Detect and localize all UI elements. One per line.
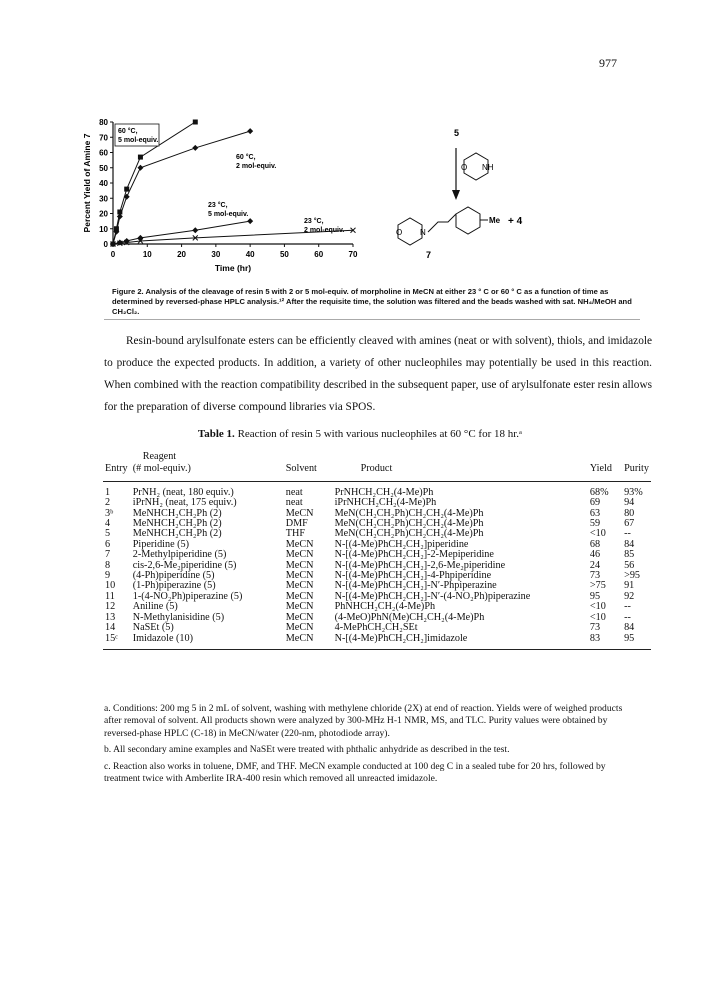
cell-purity: 92 bbox=[624, 590, 635, 602]
cell-yield: 63 bbox=[589, 507, 601, 519]
cell-solvent: MeCN bbox=[285, 601, 314, 613]
cell-purity: 84 bbox=[624, 622, 635, 634]
cell-yield: <10 bbox=[589, 601, 606, 613]
cell-entry: 15ᶜ bbox=[103, 634, 131, 650]
cell-reagent: cis-2,6-Me₂piperidine (5) bbox=[132, 559, 237, 571]
header-yield: Yield bbox=[588, 464, 622, 481]
data-point bbox=[193, 120, 198, 125]
cell-reagent: NaSEt (5) bbox=[132, 622, 174, 634]
cell-entry: 4 bbox=[105, 518, 111, 530]
cell-reagent: Imidazole (10) bbox=[131, 634, 284, 650]
cell-reagent: MeNHCH₂CH₂Ph (2) bbox=[132, 507, 222, 519]
cell-yield: >75 bbox=[589, 580, 606, 592]
table-title bbox=[0, 428, 720, 440]
cell-product: PrNHCH₂CH₂(4-Me)Ph bbox=[334, 486, 434, 498]
header-entry: Entry bbox=[103, 464, 131, 481]
arrow-head-icon bbox=[452, 190, 460, 200]
cell-yield: 73 bbox=[589, 570, 601, 582]
table-notes bbox=[104, 703, 624, 789]
table-label: Table 1. bbox=[197, 428, 235, 440]
cell-product: N-[(4-Me)PhCH₂CH₂]imidazole bbox=[333, 634, 588, 650]
table-title-text: Reaction of resin 5 with various nucleophiles at 60 °C for 18 hr.ᵃ bbox=[237, 428, 523, 440]
methyl-label: Me bbox=[489, 216, 501, 225]
cell-product: PhNHCH₂CH₂(4-Me)Ph bbox=[334, 601, 436, 613]
data-point bbox=[247, 128, 253, 134]
product-label: 7 bbox=[426, 250, 432, 260]
series-label: 2 mol-equiv. bbox=[304, 227, 345, 234]
cell-product: (4-MeO)PhN(Me)CH₂CH₂(4-Me)Ph bbox=[334, 611, 485, 623]
x-tick-label: 50 bbox=[279, 250, 289, 259]
cell-yield: <10 bbox=[589, 611, 606, 623]
cell-reagent: Piperidine (5) bbox=[132, 538, 190, 550]
cell-entry: 9 bbox=[105, 570, 111, 582]
cell-purity: >95 bbox=[624, 570, 641, 582]
cell-reagent: iPrNH₂ (neat, 175 equiv.) bbox=[132, 497, 237, 509]
ethyl-linker-icon bbox=[428, 214, 456, 232]
cell-entry: 14 bbox=[105, 622, 116, 634]
cell-yield: 73 bbox=[589, 622, 601, 634]
cell-yield: 68% bbox=[589, 486, 609, 498]
cell-product: N-[(4-Me)PhCH₂CH₂]-4-Phpiperidine bbox=[334, 570, 492, 582]
cell-entry: 8 bbox=[105, 559, 111, 571]
cell-entry: 13 bbox=[105, 611, 116, 623]
table-row bbox=[103, 623, 651, 633]
cell-purity: -- bbox=[624, 601, 631, 613]
cell-reagent: (4-Ph)piperidine (5) bbox=[132, 570, 215, 582]
caption-label: Figure 2. bbox=[112, 287, 144, 296]
y-tick-label: 0 bbox=[103, 240, 108, 249]
ring-nh-label: NH bbox=[482, 163, 494, 172]
y-tick-label: 70 bbox=[99, 133, 108, 143]
series-label: 2 mol-equiv. bbox=[236, 163, 277, 170]
cell-purity: -- bbox=[624, 528, 631, 540]
body-paragraph: Resin-bound arylsulfonate esters can be efficiently cleaved with amines (neat or with solvent), thiols, and imidazole to produce the expected products. In addition, a variety of other nucleophiles may potentially be used in this reaction. When combined with the reaction compatibility described in the subsequent paper, use of arylsulfonate ester resin allows for the preparation of diverse compound libraries via SPOS. bbox=[104, 335, 652, 413]
cell-yield: 24 bbox=[589, 559, 601, 571]
series-line bbox=[113, 221, 250, 244]
results-table bbox=[103, 452, 651, 650]
cell-purity: 56 bbox=[624, 559, 635, 571]
x-tick-label: 0 bbox=[110, 250, 116, 259]
y-tick-label: 10 bbox=[99, 224, 108, 234]
y-tick-label: 60 bbox=[99, 148, 108, 158]
header-product: Product bbox=[333, 464, 588, 481]
product-o-label: O bbox=[396, 228, 403, 237]
series-label: 5 mol-equiv. bbox=[118, 137, 159, 144]
cell-solvent: MeCN bbox=[285, 590, 314, 602]
cell-purity: 93% bbox=[624, 486, 643, 498]
cell-yield: 95 bbox=[589, 590, 601, 602]
cell-yield: 46 bbox=[589, 549, 601, 561]
cell-product: iPrNHCH₂CH₂(4-Me)Ph bbox=[334, 497, 437, 509]
x-tick-label: 60 bbox=[314, 250, 324, 259]
product-n-label: N bbox=[420, 228, 426, 237]
reaction-scheme bbox=[396, 118, 560, 268]
cell-reagent: (1-Ph)piperazine (5) bbox=[132, 580, 216, 592]
cell-solvent: MeCN bbox=[285, 559, 314, 571]
cell-product: N-[(4-Me)PhCH₂CH₂]-2,6-Me₂piperidine bbox=[334, 559, 506, 571]
cell-yield: <10 bbox=[589, 528, 606, 540]
cell-entry: 11 bbox=[105, 590, 115, 602]
scheme-svg bbox=[396, 118, 560, 268]
cell-purity: 95 bbox=[622, 634, 651, 650]
cell-entry: 1 bbox=[105, 486, 111, 498]
cell-product: MeN(CH₂CH₂Ph)CH₂CH₂(4-Me)Ph bbox=[334, 507, 484, 519]
cell-purity: 91 bbox=[624, 580, 635, 592]
x-axis-label: Time (hr) bbox=[214, 263, 252, 273]
cell-reagent: MeNHCH₂CH₂Ph (2) bbox=[132, 518, 222, 530]
cell-solvent: MeCN bbox=[285, 611, 314, 623]
cell-solvent: MeCN bbox=[285, 570, 314, 582]
cell-solvent: MeCN bbox=[285, 507, 314, 519]
y-tick-label: 20 bbox=[99, 209, 108, 219]
cell-reagent: N-Methylanisidine (5) bbox=[132, 611, 225, 623]
series-label: 23 °C, bbox=[304, 218, 324, 225]
tolyl-ring-icon bbox=[456, 207, 480, 234]
table-body bbox=[103, 481, 651, 649]
header-solvent: Solvent bbox=[284, 464, 333, 481]
page-number: 977 bbox=[599, 56, 617, 70]
cell-purity: 94 bbox=[624, 497, 635, 509]
cell-product: N-[(4-Me)PhCH₂CH₂]piperidine bbox=[334, 538, 469, 550]
cell-entry: 2 bbox=[105, 497, 111, 509]
x-tick-label: 40 bbox=[245, 250, 255, 259]
cell-entry: 5 bbox=[105, 528, 111, 540]
y-tick-label: 40 bbox=[99, 179, 108, 188]
cell-yield: 83 bbox=[588, 634, 622, 650]
figure-caption bbox=[112, 287, 632, 317]
note-c: c. Reaction also works in toluene, DMF, and THF. MeCN example conducted at 100 deg C in a sealed tube for 20 hrs, followed by treatment twice with Amberlite IRA-400 resin which removed all unreacted imidazole. bbox=[104, 760, 606, 785]
series-line bbox=[113, 131, 250, 244]
cell-entry: 7 bbox=[105, 549, 111, 561]
cell-reagent: 1-(4-NO₂Ph)piperazine (5) bbox=[132, 590, 243, 602]
cell-solvent: THF bbox=[285, 528, 305, 540]
cell-product: N-[(4-Me)PhCH₂CH₂]-N′-(4-NO₂Ph)piperazine bbox=[334, 590, 531, 602]
figure-chart bbox=[78, 112, 378, 282]
series-label: 60 °C, bbox=[236, 154, 256, 161]
table-row bbox=[103, 481, 651, 498]
cell-reagent: PrNH₂ (neat, 180 equiv.) bbox=[132, 486, 234, 498]
cell-product: N-[(4-Me)PhCH₂CH₂]-2-Mepiperidine bbox=[334, 549, 494, 561]
chart-svg bbox=[78, 112, 378, 282]
cell-product: MeN(CH₂CH₂Ph)CH₂CH₂(4-Me)Ph bbox=[334, 518, 484, 530]
cell-solvent: MeCN bbox=[285, 580, 314, 592]
header-reagent: (# mol-equiv.) bbox=[131, 464, 284, 481]
cell-solvent: neat bbox=[285, 486, 303, 498]
ring-o-label: O bbox=[461, 163, 468, 172]
cell-entry: 6 bbox=[105, 538, 111, 550]
x-tick-label: 10 bbox=[142, 250, 152, 259]
y-tick-label: 50 bbox=[99, 163, 108, 173]
cell-entry: 12 bbox=[105, 601, 116, 613]
header-reagent-top: Reagent bbox=[142, 451, 177, 462]
table-row bbox=[103, 634, 651, 650]
x-tick-label: 20 bbox=[177, 250, 187, 259]
divider bbox=[104, 319, 640, 320]
cell-purity: 84 bbox=[624, 538, 635, 550]
series-label: 5 mol-equiv. bbox=[208, 211, 249, 218]
data-point bbox=[137, 235, 143, 241]
series-label: 60 °C, bbox=[118, 128, 138, 135]
table-header-row bbox=[103, 464, 651, 481]
cell-purity: -- bbox=[624, 611, 631, 623]
caption-text: Analysis of the cleavage of resin 5 with 2 or 5 mol-equiv. of morpholine in MeCN at either 23 ° C or 60 ° C as a function of time as determined by reversed-phase HPLC analysis.¹² After the requisite time, the solution was filtered and the beads washed with sat. NH₄/MeOH and CH₂Cl₂. bbox=[112, 287, 632, 316]
y-axis-label: Percent Yield of Amine 7 bbox=[82, 133, 92, 233]
x-tick-label: 70 bbox=[348, 250, 358, 259]
data-point bbox=[124, 187, 129, 192]
cell-yield: 68 bbox=[589, 538, 601, 550]
series-label: 23 °C, bbox=[208, 202, 228, 209]
note-a: a. Conditions: 200 mg 5 in 2 mL of solvent, washing with methylene chloride (2X) at end of reaction. Yields were of weighed products after removal of solvent. All products shown were analyzed by 300-MHz H-1 NMR, MS, and TLC. Purity values were obtained by reversed-phase HPLC (C-18) in MeCN/water (220-nm, photodiode array). bbox=[104, 703, 623, 739]
cell-product: 4-MePhCH₂CH₂SEt bbox=[334, 622, 418, 634]
cell-yield: 69 bbox=[589, 497, 601, 509]
y-tick-label: 80 bbox=[99, 118, 108, 127]
cell-reagent: 2-Methylpiperidine (5) bbox=[132, 549, 227, 561]
cell-product: N-[(4-Me)PhCH₂CH₂]-N′-Phpiperazine bbox=[334, 580, 497, 592]
y-tick-label: 30 bbox=[99, 194, 108, 204]
cell-purity: 80 bbox=[624, 507, 635, 519]
data-point bbox=[192, 227, 198, 233]
data-point bbox=[137, 165, 143, 171]
note-b: b. All secondary amine examples and NaSEt were treated with phthalic anhydride as described in the test. bbox=[104, 744, 510, 756]
cell-yield: 59 bbox=[589, 518, 601, 530]
data-point bbox=[247, 218, 253, 224]
cell-reagent: MeNHCH₂CH₂Ph (2) bbox=[132, 528, 222, 540]
cell-solvent: neat bbox=[285, 497, 303, 509]
plus-product-label: + 4 bbox=[508, 216, 523, 227]
cell-product: MeN(CH₂CH₂Ph)CH₂CH₂(4-Me)Ph bbox=[334, 528, 484, 540]
cell-solvent: DMF bbox=[285, 518, 308, 530]
header-purity: Purity bbox=[622, 464, 651, 481]
resin-label: 5 bbox=[454, 128, 460, 138]
cell-reagent: Aniline (5) bbox=[132, 601, 178, 613]
cell-purity: 85 bbox=[624, 549, 635, 561]
cell-solvent: MeCN bbox=[284, 634, 333, 650]
data-point bbox=[192, 145, 198, 151]
x-tick-label: 30 bbox=[211, 250, 221, 259]
cell-purity: 67 bbox=[624, 518, 635, 530]
cell-solvent: MeCN bbox=[285, 622, 314, 634]
data-point bbox=[138, 155, 143, 160]
cell-solvent: MeCN bbox=[285, 538, 314, 550]
cell-entry: 3ᵇ bbox=[105, 507, 114, 519]
cell-solvent: MeCN bbox=[285, 549, 314, 561]
cell-entry: 10 bbox=[105, 580, 116, 592]
